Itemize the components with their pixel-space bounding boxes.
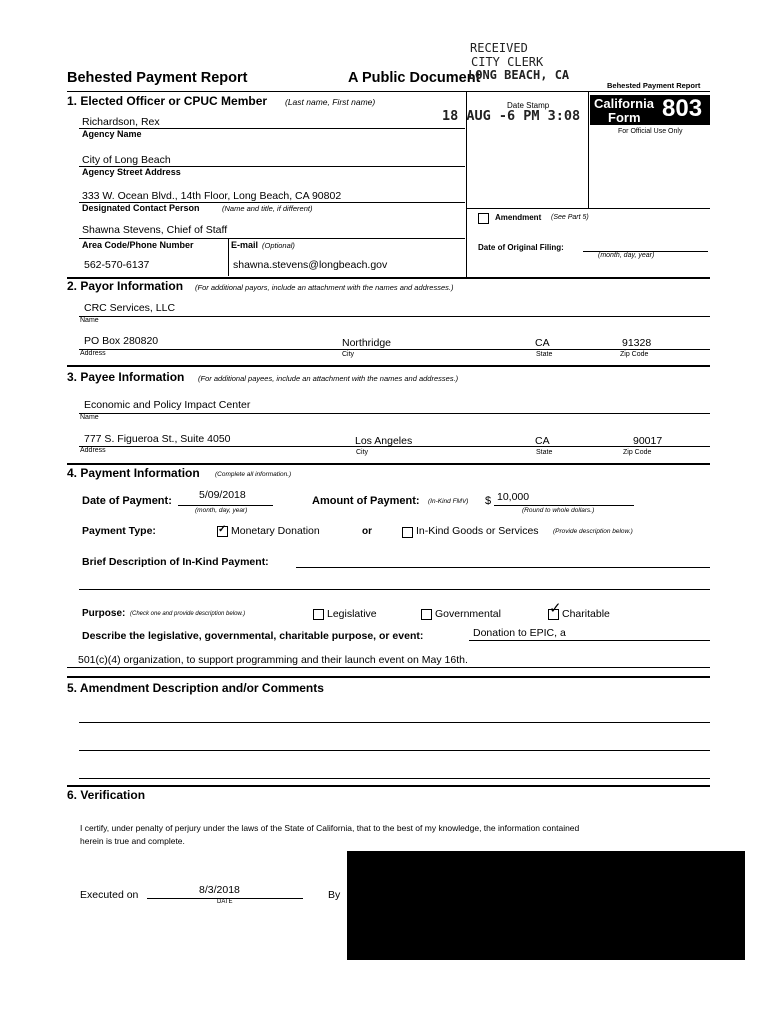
or-label: or [362,526,372,537]
stamp-received: RECEIVED [470,41,528,55]
payee-zip-label: Zip Code [623,449,652,456]
comments-line3 [79,778,710,779]
amount-line [494,505,634,506]
payee-state: CA [535,435,550,447]
governmental-label: Governmental [435,608,501,620]
checkmark-icon: ✓ [218,524,227,535]
section3-bottom-line [67,463,710,465]
payment-date: 5/09/2018 [199,489,246,501]
payee-address-label: Address [80,447,106,454]
monetary-label: Monetary Donation [231,525,320,537]
california-form-badge [590,95,710,125]
comments-line2 [79,750,710,751]
payment-date-label: Date of Payment: [82,495,172,507]
redacted-signature-block [347,851,745,960]
governmental-checkbox[interactable] [421,609,432,620]
amendment-top-line [466,208,710,209]
amount-label: Amount of Payment: [312,495,420,507]
payor-city: Northridge [342,337,392,349]
amount-value: 10,000 [497,491,530,503]
section5-bottom-line [67,785,710,787]
original-filing-label: Date of Original Filing: [478,243,564,252]
payee-city: Los Angeles [355,435,413,447]
charitable-checkbox[interactable] [548,600,562,620]
purpose-hint: (Check one and provide description below.) [130,611,246,617]
executed-date-hint: DATE [217,899,233,905]
amount-round-hint: (Round to whole dollars.) [522,507,595,514]
california-label: California [594,96,654,111]
inkind-hint: (Provide description below.) [553,528,633,535]
phone-number: 562-570-6137 [84,259,150,271]
executed-on-label: Executed on [80,889,139,901]
form-label: Form [608,110,641,125]
comments-line1 [79,722,710,723]
stamp-city-clerk: CITY CLERK [471,55,544,69]
phone-label: Area Code/Phone Number [82,240,194,250]
checkmark-icon: ✓ [549,600,562,617]
email-address: shawna.stevens@longbeach.gov [233,259,388,271]
agency-address-label: Agency Street Address [82,167,181,177]
section2-bottom-line [67,365,710,367]
dollar-sign: $ [485,495,492,507]
section4-bottom-line [67,676,710,678]
describe-underline1 [469,640,710,641]
email-hint: (Optional) [262,241,295,250]
agency-name-label: Agency Name [82,129,142,139]
official-use-label: For Official Use Only [618,128,683,135]
inkind-label: In-Kind Goods or Services [416,525,539,537]
payee-name: Economic and Policy Impact Center [84,399,251,411]
describe-line2: 501(c)(4) organization, to support programming and their launch event on May 16th. [78,654,468,666]
brief-description-label: Brief Description of In-Kind Payment: [82,556,269,568]
section2-title: 2. Payor Information [67,279,184,293]
payor-address-line [79,349,710,350]
section2-hint: (For additional payors, include an attachment with the names and addresses.) [195,283,454,292]
form-number: 803 [662,95,703,122]
payor-zip: 91328 [622,337,652,349]
header-divider [67,91,710,92]
officer-name: Richardson, Rex [82,116,160,128]
date-stamp-label: Date Stamp [507,101,550,110]
payor-state: CA [535,337,550,349]
form-title: Behested Payment Report [67,70,248,86]
contact-line [79,238,465,239]
section1-title: 1. Elected Officer or CPUC Member [67,94,268,108]
monetary-checkbox[interactable] [217,526,228,537]
payee-zip: 90017 [633,435,663,447]
section5-title: 5. Amendment Description and/or Comments [67,681,324,695]
amount-hint: (In-Kind FMV) [428,498,469,505]
payee-city-label: City [356,449,369,456]
payee-state-label: State [536,449,553,456]
agency-name: City of Long Beach [82,154,171,166]
section6-title: 6. Verification [67,788,146,802]
section1-divider-vertical [466,91,467,278]
section3-hint: (For additional payees, include an attachment with the names and addresses.) [198,374,459,383]
contact-label: Designated Contact Person [82,203,200,213]
section3-title: 3. Payee Information [67,370,185,384]
contact-hint: (Name and title, if different) [222,204,313,213]
official-use-divider [588,91,589,208]
legislative-checkbox[interactable] [313,609,324,620]
stamp-datetime: 18 AUG -6 PM 3:08 [442,108,581,124]
describe-label: Describe the legislative, governmental, charitable purpose, or event: [82,630,424,642]
payment-type-label: Payment Type: [82,525,156,537]
payor-name-line [79,316,710,317]
amendment-checkbox[interactable] [478,213,489,224]
payee-name-line [79,413,710,414]
inkind-checkbox[interactable] [402,527,413,538]
section4-hint: (Complete all information.) [215,471,292,478]
original-filing-hint: (month, day, year) [598,252,655,259]
payee-address-line [79,446,710,447]
amendment-hint: (See Part 5) [551,214,589,221]
public-document-label: A Public Document [348,70,481,86]
payor-name: CRC Services, LLC [84,302,176,314]
purpose-label: Purpose: [82,608,126,619]
phone-email-divider [228,238,229,276]
payor-address-label: Address [80,350,106,357]
legislative-label: Legislative [327,608,377,620]
by-label: By [328,889,341,901]
payment-date-line [178,505,273,506]
describe-line1: Donation to EPIC, a [473,627,566,639]
certification-line1: I certify, under penalty of perjury under the laws of the State of California, that to the best of my knowledge, the information contained [80,823,580,833]
header-right-label: Behested Payment Report [607,81,701,90]
payment-date-hint: (month, day, year) [195,507,248,514]
executed-date: 8/3/2018 [199,884,240,896]
agency-address: 333 W. Ocean Blvd., 14th Floor, Long Beach, CA 90802 [82,190,342,202]
charitable-label: Charitable [562,608,610,620]
payor-city-label: City [342,351,355,358]
contact-person: Shawna Stevens, Chief of Staff [82,224,228,236]
payee-name-label: Name [80,414,99,421]
payor-state-label: State [536,351,553,358]
payor-name-label: Name [80,317,99,324]
brief-description-line2 [79,589,710,590]
describe-underline2 [67,667,710,668]
payor-address: PO Box 280820 [84,335,159,347]
section1-hint: (Last name, First name) [285,97,376,107]
payor-zip-label: Zip Code [620,351,649,358]
brief-description-line1 [296,567,710,568]
section4-title: 4. Payment Information [67,466,200,480]
email-label: E-mail [231,240,259,250]
stamp-city: LONG BEACH, CA [468,68,570,82]
payee-address: 777 S. Figueroa St., Suite 4050 [84,433,231,445]
certification-line2: herein is true and complete. [80,836,185,846]
amendment-label: Amendment [495,213,542,222]
